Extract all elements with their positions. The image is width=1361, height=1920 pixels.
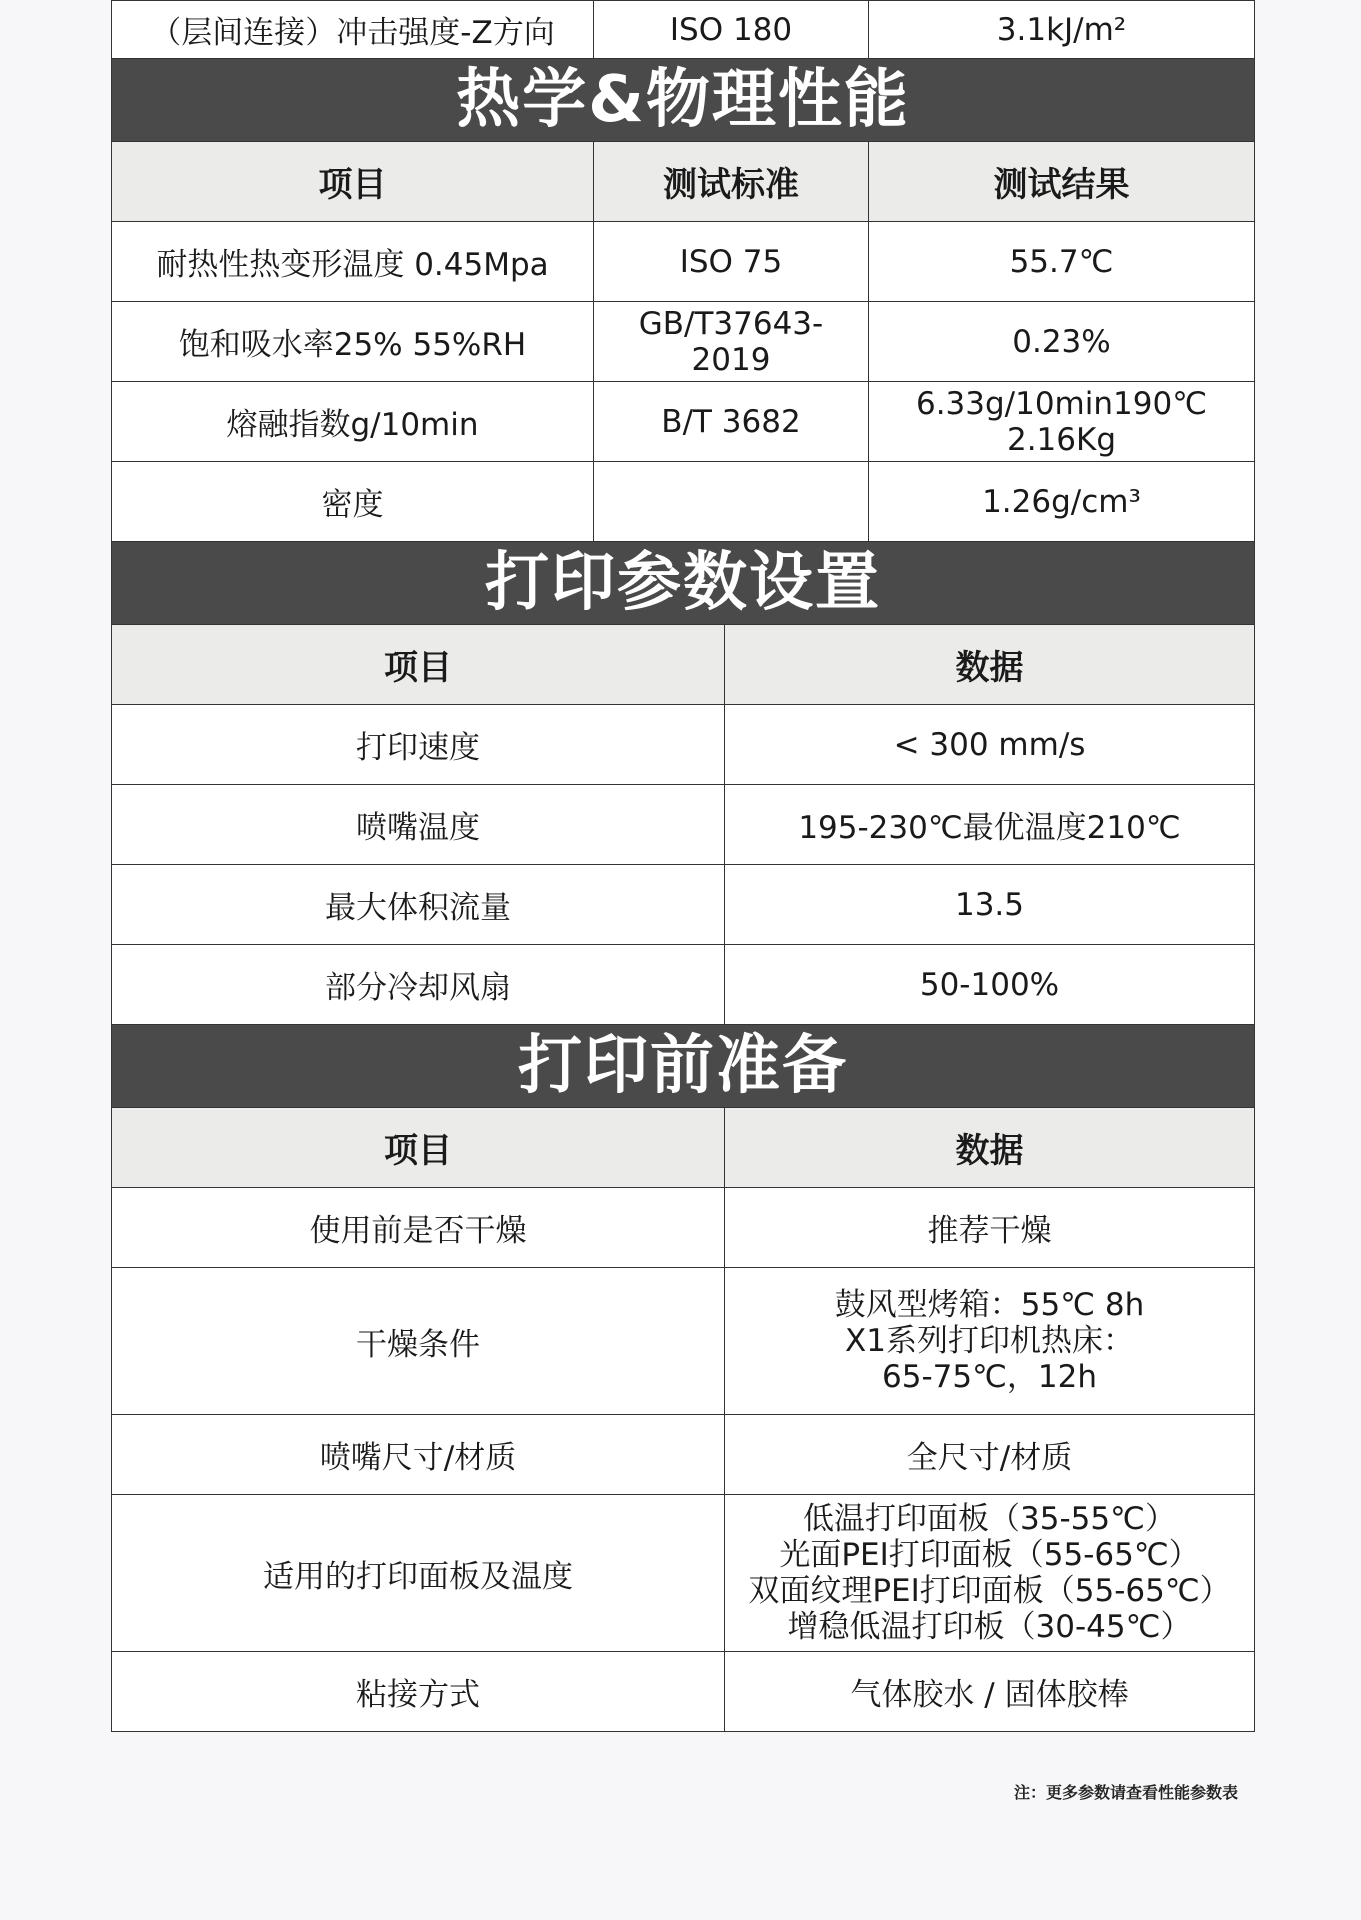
standard-cell: B/T 3682 [594,382,869,462]
table-header [112,1108,1255,1188]
section-title-thermal: 热学&物理性能 [111,59,1255,141]
section-title-prep: 打印前准备 [111,1025,1255,1107]
table-row [112,1495,1255,1652]
value-line: 65-75℃，12h [882,1359,1097,1395]
table-row [112,222,1255,302]
table-row [112,1268,1255,1415]
value-line: 双面纹理PEI打印面板（55-65℃） [748,1573,1231,1609]
standard-cell [594,462,869,542]
value-line: 增稳低温打印板（30-45℃） [787,1609,1192,1645]
footnote: 注：更多参数请查看性能参数表 [1013,1783,1238,1802]
value-line: X1系列打印机热床： [845,1323,1134,1359]
item-cell: 密度 [112,462,594,542]
table-row [112,1415,1255,1495]
spec-sheet [111,0,1255,1732]
result-cell [869,382,1255,462]
table-row [112,1652,1255,1732]
item-cell: 部分冷却风扇 [112,945,725,1025]
value-cell: 推荐干燥 [725,1188,1255,1268]
result-cell: 3.1kJ/m² [869,1,1255,59]
value-line: 低温打印面板（35-55℃） [803,1501,1176,1537]
item-cell: 适用的打印面板及温度 [112,1495,725,1652]
item-cell: 饱和吸水率25% 55%RH [112,302,594,382]
value-cell: 气体胶水 / 固体胶棒 [725,1652,1255,1732]
table-header [112,142,1255,222]
standard-cell: ISO 180 [594,1,869,59]
header-item: 项目 [112,625,725,705]
table-row [112,1188,1255,1268]
impact-table [111,0,1255,59]
value-cell: < 300 mm/s [725,705,1255,785]
value-cell [725,1495,1255,1652]
table-row [112,1,1255,59]
value-line: 鼓风型烤箱：55℃ 8h [834,1287,1145,1323]
value-cell: 195-230℃最优温度210℃ [725,785,1255,865]
table-row [112,865,1255,945]
table-row [112,302,1255,382]
result-cell: 55.7℃ [869,222,1255,302]
header-item: 项目 [112,1108,725,1188]
value-cell: 50-100% [725,945,1255,1025]
item-cell: 最大体积流量 [112,865,725,945]
standard-cell: GB/T37643-2019 [594,302,869,382]
result-cell: 0.23% [869,302,1255,382]
table-row [112,785,1255,865]
header-value: 数据 [725,625,1255,705]
table-row [112,462,1255,542]
table-header [112,625,1255,705]
print-params-table [111,624,1255,1025]
header-standard: 测试标准 [594,142,869,222]
header-result: 测试结果 [869,142,1255,222]
table-row [112,382,1255,462]
header-value: 数据 [725,1108,1255,1188]
item-cell: 熔融指数g/10min [112,382,594,462]
thermal-table [111,141,1255,542]
prep-table [111,1107,1255,1732]
section-title-print-params: 打印参数设置 [111,542,1255,624]
item-cell: 干燥条件 [112,1268,725,1415]
value-cell [725,1268,1255,1415]
value-line: 光面PEI打印面板（55-65℃） [779,1537,1200,1573]
header-item: 项目 [112,142,594,222]
item-cell: 粘接方式 [112,1652,725,1732]
table-row [112,945,1255,1025]
item-cell: （层间连接）冲击强度-Z方向 [112,1,594,59]
item-cell: 喷嘴尺寸/材质 [112,1415,725,1495]
result-line: 6.33g/10min190℃ [915,385,1208,422]
table-row [112,705,1255,785]
value-cell: 全尺寸/材质 [725,1415,1255,1495]
result-line: 2.16Kg [1006,421,1117,458]
item-cell: 使用前是否干燥 [112,1188,725,1268]
value-cell: 13.5 [725,865,1255,945]
item-cell: 打印速度 [112,705,725,785]
item-cell: 耐热性热变形温度 0.45Mpa [112,222,594,302]
item-cell: 喷嘴温度 [112,785,725,865]
result-cell: 1.26g/cm³ [869,462,1255,542]
standard-cell: ISO 75 [594,222,869,302]
